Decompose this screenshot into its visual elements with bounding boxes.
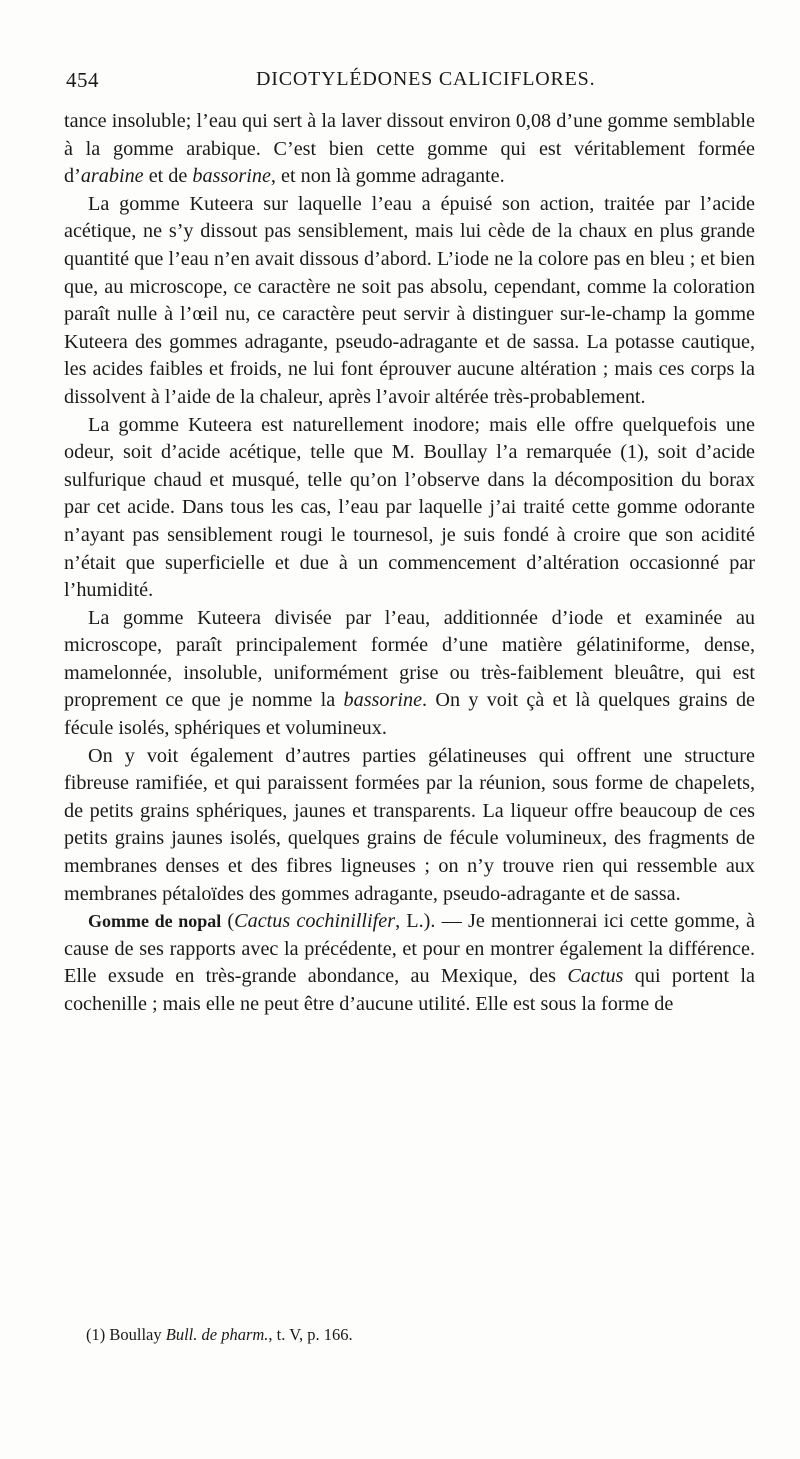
footnote [86,1324,746,1346]
text-run: , L.). — Je mentionnerai ici cette gomme, à cause de ses rapports avec la précédente, et pour en montrer également la différence. Elle exsude en très-grande abondance, au Mexique, des [64,910,755,988]
page-number: 454 [66,68,99,92]
footnote-source: Bull. de pharm. [165,1325,269,1344]
text-run: ( [221,910,235,933]
italic-term: Cactus [567,965,624,988]
text-run: et de [143,165,193,188]
footnote-text: , t. V, p. 166. [268,1325,353,1344]
paragraph-5: On y voit également d’autres parties gélatineuses qui offrent une structure fibreuse ramifiée, et qui paraissent formées par la réunion, sous forme de chapelets, de petits grains sphériques, jaunes et transparents. La liqueur offre beaucoup de ces petits grains jaunes isolés, quelques grains de fécule volumineux, des fragments de membranes denses et des fibres ligneuses ; on n’y trouve rien qui ressemble aux membranes pétaloïdes des gommes adragante, pseudo-adragante et de sassa. [64,744,755,905]
paragraph-4 [64,605,755,743]
paragraph-3: La gomme Kuteera est naturellement inodore; mais elle offre quelquefois une odeur, soit d’acide acétique, telle que M. Boullay l’a remarquée (1), soit d’acide sulfurique chaud et musqué, telle qu’on l’observe dans la décomposition du borax par cet acide. Dans tous les cas, l’eau par laquelle j’ai traité cette gomme odorante n’ayant pas sensiblement rougi le tournesol, je suis fondé à croire que son acidité n’était que superficielle et due à un commencement d’altération occasionné par l’humidité. [64,413,755,602]
text-run: qui portent la cochenille ; mais elle ne peut être d’aucune utilité. Elle est sous la forme de [64,965,755,1015]
running-head [66,68,756,98]
section-run-in-heading: Gomme de nopal [88,911,222,932]
text-run: . On y voit çà et là quelques grains de fécule isolés, sphériques et volumineux. [64,689,755,740]
paragraph-1 [64,108,755,191]
italic-term: bassorine [343,689,423,712]
text-run: , et non là gomme adragante. [270,165,505,188]
footnote-text: (1) Boullay [86,1325,166,1344]
italic-term: bassorine [192,165,271,188]
italic-term: arabine [80,165,144,188]
text-run: La gomme Kuteera divisée par l’eau, additionnée d’iode et examinée au microscope, paraît principalement formée d’une matière gélatiniforme, dense, mamelonnée, insoluble, uniformément grise ou très-faiblement bleuâtre, qui est proprement ce que je nomme la [64,606,755,712]
text-run: tance insoluble; l’eau qui sert à la laver dissout environ 0,08 d’une gomme semblable à la gomme arabique. C’est bien cette gomme qui est véritablement formée d’ [64,110,755,188]
running-title: DICOTYLÉDONES CALICIFLORES. [256,68,596,90]
body-text [64,108,755,1019]
italic-term: Cactus cochinillifer [234,910,396,933]
paragraph-6 [64,908,755,1018]
paragraph-2: La gomme Kuteera sur laquelle l’eau a épuisé son action, traitée par l’acide acétique, ne s’y dissout pas sensiblement, mais lui cède de la chaux en plus grande quantité que l’eau n’en avait dissous d’abord. L’iode ne la colore pas en bleu ; et bien que, au microscope, ce caractère ne soit pas absolu, cependant, comme la coloration paraît nulle à l’œil nu, ce caractère peut servir à distinguer sur-le-champ la gomme Kuteera des gommes adragante, pseudo-adragante et de sassa. La potasse cautique, les acides faibles et froids, ne lui font éprouver aucune altération ; mais ces corps la dissolvent à l’aide de la chaleur, après l’avoir altérée très-probablement. [64,192,755,408]
